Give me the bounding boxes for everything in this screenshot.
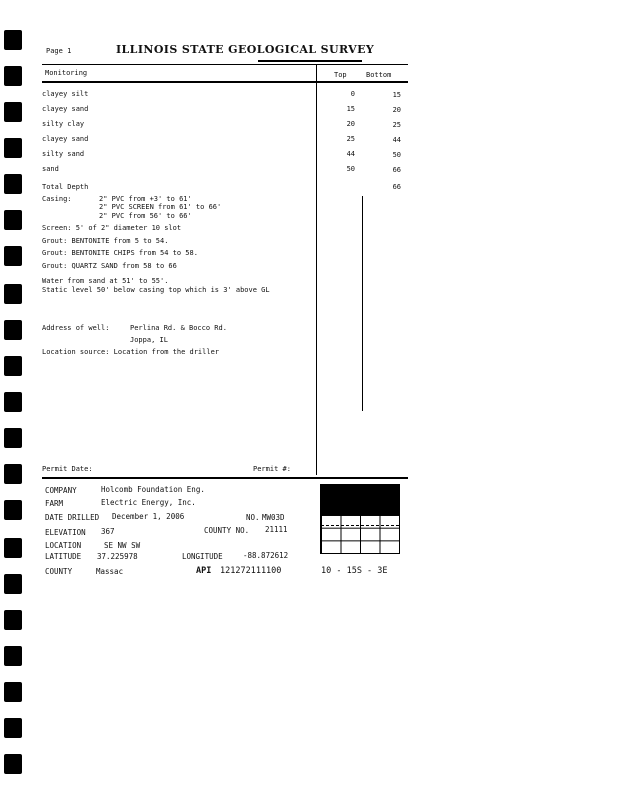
binder-hole	[4, 284, 22, 304]
latitude-value: 37.225978	[97, 552, 138, 561]
grout-note: Grout: QUARTZ SAND from 58 to 66	[42, 262, 177, 270]
grout-note: Grout: BENTONITE CHIPS from 54 to 58.	[42, 249, 198, 257]
binder-hole	[4, 682, 22, 702]
elevation-value: 367	[101, 527, 115, 536]
binder-hole	[4, 138, 22, 158]
binder-hole	[4, 500, 22, 520]
county-value: Massac	[96, 567, 124, 576]
locator-shaded-area	[321, 485, 399, 515]
bottom-cell: 25	[392, 121, 401, 129]
binder-hole	[4, 718, 22, 738]
latitude-label: LATITUDE	[45, 552, 82, 561]
column-header-bottom: Bottom	[366, 71, 392, 79]
material-cell: silty sand	[42, 150, 85, 158]
material-cell: sand	[42, 165, 59, 173]
page-label: Page 1	[46, 47, 72, 55]
top-cell: 15	[346, 105, 355, 113]
binder-hole	[4, 754, 22, 774]
binder-hole	[4, 610, 22, 630]
location-label: LOCATION	[45, 541, 82, 550]
casing-line: 2" PVC SCREEN from 61' to 66'	[99, 203, 222, 211]
well-no-label: NO.	[246, 513, 260, 522]
api-label: API	[196, 566, 212, 576]
locator-grid	[321, 515, 399, 553]
binder-hole	[4, 646, 22, 666]
farm-value: Electric Energy, Inc.	[101, 498, 196, 507]
top-rule	[42, 64, 408, 65]
bottom-cell: 66	[392, 166, 401, 174]
api-value: 121272111100	[220, 566, 282, 576]
binder-hole	[4, 320, 22, 340]
binder-hole	[4, 428, 22, 448]
well-no-value: MW03D	[262, 513, 285, 522]
binder-hole	[4, 30, 22, 50]
county-label: COUNTY	[45, 567, 73, 576]
bottom-cell: 50	[392, 151, 401, 159]
screen-note: Screen: 5' of 2" diameter 10 slot	[42, 224, 182, 232]
address-label: Address of well:	[42, 324, 110, 332]
company-label: COMPANY	[45, 486, 77, 495]
farm-label: FARM	[45, 499, 64, 508]
casing-line: 2" PVC from 56' to 66'	[99, 212, 192, 220]
header-underline	[42, 81, 408, 83]
material-cell: silty clay	[42, 120, 85, 128]
column-divider	[316, 65, 317, 475]
date-drilled-label: DATE DRILLED	[45, 513, 100, 522]
page-title: ILLINOIS STATE GEOLOGICAL SURVEY	[116, 43, 375, 56]
top-cell: 44	[346, 150, 355, 158]
county-no-value: 21111	[265, 525, 288, 534]
address-line-2: Joppa, IL	[130, 336, 168, 344]
bottom-cell: 20	[392, 106, 401, 114]
binder-hole	[4, 574, 22, 594]
static-level-note: Static level 50' below casing top which is 3' above GL	[42, 286, 270, 294]
binder-hole	[4, 102, 22, 122]
longitude-value: -88.872612	[243, 551, 289, 560]
total-depth-label: Total Depth	[42, 183, 89, 191]
township-range: 10 - 15S - 3E	[321, 566, 388, 576]
water-note: Water from sand at 51' to 55'.	[42, 277, 169, 285]
date-drilled-value: December 1, 2006	[112, 512, 185, 521]
column-header-name: Monitoring	[45, 69, 88, 77]
footer-rule	[42, 477, 408, 479]
top-cell: 50	[346, 165, 355, 173]
permit-number-label: Permit #:	[253, 465, 291, 473]
locator-dash-line	[321, 525, 399, 526]
location-source: Location source: Location from the driller	[42, 348, 220, 356]
total-depth-value: 66	[392, 183, 401, 191]
material-cell: clayey sand	[42, 135, 89, 143]
permit-date-label: Permit Date:	[42, 465, 93, 473]
binder-hole	[4, 538, 22, 558]
top-cell: 25	[346, 135, 355, 143]
top-cell: 20	[346, 120, 355, 128]
header-rule	[258, 60, 362, 62]
elevation-label: ELEVATION	[45, 528, 86, 537]
top-cell: 0	[350, 90, 355, 98]
grout-note: Grout: BENTONITE from 5 to 54.	[42, 237, 169, 245]
column-header-top: Top	[334, 71, 347, 79]
binder-hole	[4, 210, 22, 230]
well-sketch-line	[362, 196, 363, 411]
bottom-cell: 15	[392, 91, 401, 99]
binder-hole	[4, 464, 22, 484]
address-line-1: Perlina Rd. & Bocco Rd.	[130, 324, 227, 332]
binder-hole	[4, 174, 22, 194]
binder-hole	[4, 392, 22, 412]
section-locator-map	[320, 484, 400, 554]
longitude-label: LONGITUDE	[182, 552, 223, 561]
company-value: Holcomb Foundation Eng.	[101, 485, 205, 494]
bottom-cell: 44	[392, 136, 401, 144]
binder-hole	[4, 356, 22, 376]
county-no-label: COUNTY NO.	[204, 526, 250, 535]
material-cell: clayey silt	[42, 90, 89, 98]
material-cell: clayey sand	[42, 105, 89, 113]
location-value: SE NW SW	[104, 541, 141, 550]
casing-line: 2" PVC from +3' to 61'	[99, 195, 192, 203]
casing-label: Casing:	[42, 195, 72, 203]
binder-hole	[4, 246, 22, 266]
binder-hole	[4, 66, 22, 86]
